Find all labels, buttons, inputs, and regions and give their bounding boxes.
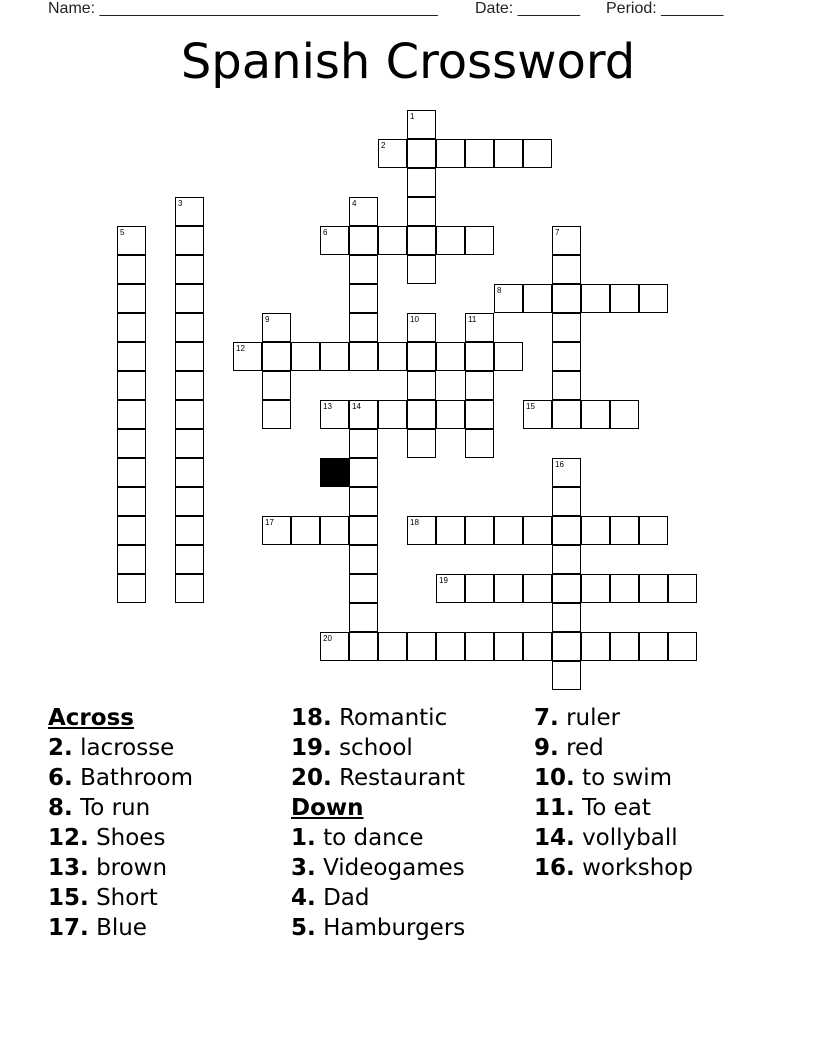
answer-cell[interactable] bbox=[291, 516, 320, 545]
clues-column-2 bbox=[291, 703, 465, 943]
page-title: Spanish Crossword bbox=[180, 34, 636, 90]
clue-text: school bbox=[339, 735, 413, 761]
answer-cell[interactable] bbox=[378, 400, 407, 429]
answer-cell[interactable] bbox=[465, 371, 494, 400]
answer-cell[interactable] bbox=[610, 516, 639, 545]
clue-number: 11. bbox=[534, 795, 575, 821]
answer-cell[interactable] bbox=[117, 487, 146, 516]
down-clue bbox=[291, 823, 465, 853]
answer-cell[interactable] bbox=[668, 632, 697, 661]
answer-cell[interactable] bbox=[349, 255, 378, 284]
period-field-label: Period: _______ bbox=[606, 0, 724, 17]
answer-cell[interactable] bbox=[436, 139, 465, 168]
across-heading: Across bbox=[48, 705, 134, 731]
name-field-label: Name: ______________________________________ bbox=[48, 0, 438, 17]
answer-cell[interactable] bbox=[465, 574, 494, 603]
answer-cell[interactable] bbox=[175, 487, 204, 516]
answer-cell[interactable] bbox=[349, 458, 378, 487]
clue-number: 17. bbox=[48, 915, 89, 941]
answer-cell[interactable] bbox=[465, 342, 494, 371]
answer-cell[interactable] bbox=[436, 632, 465, 661]
answer-cell[interactable] bbox=[639, 574, 668, 603]
answer-cell[interactable] bbox=[552, 516, 581, 545]
answer-cell[interactable] bbox=[494, 632, 523, 661]
answer-cell[interactable] bbox=[378, 632, 407, 661]
answer-cell[interactable] bbox=[175, 284, 204, 313]
answer-cell[interactable] bbox=[610, 632, 639, 661]
clue-number-label: 4 bbox=[352, 199, 357, 208]
answer-cell[interactable] bbox=[465, 516, 494, 545]
clue-text: Hamburgers bbox=[323, 915, 466, 941]
across-clue bbox=[291, 703, 465, 733]
clue-number-label: 19 bbox=[439, 576, 448, 585]
answer-cell[interactable] bbox=[494, 139, 523, 168]
clue-text: to dance bbox=[323, 825, 424, 851]
answer-cell[interactable] bbox=[494, 342, 523, 371]
answer-cell[interactable] bbox=[465, 139, 494, 168]
across-clue bbox=[48, 853, 193, 883]
black-cell bbox=[320, 458, 349, 487]
answer-cell[interactable] bbox=[552, 632, 581, 661]
answer-cell[interactable] bbox=[523, 139, 552, 168]
clue-number: 4. bbox=[291, 885, 316, 911]
clue-number: 8. bbox=[48, 795, 73, 821]
across-clue bbox=[48, 823, 193, 853]
clue-number: 15. bbox=[48, 885, 89, 911]
answer-cell[interactable] bbox=[407, 632, 436, 661]
across-clue bbox=[291, 763, 465, 793]
answer-cell[interactable] bbox=[523, 632, 552, 661]
answer-cell[interactable] bbox=[175, 574, 204, 603]
clue-number-label: 6 bbox=[323, 228, 328, 237]
answer-cell[interactable] bbox=[320, 516, 349, 545]
clue-number-label: 7 bbox=[555, 228, 560, 237]
answer-cell[interactable] bbox=[494, 574, 523, 603]
down-clue bbox=[291, 913, 465, 943]
answer-cell[interactable] bbox=[349, 429, 378, 458]
clue-number-label: 15 bbox=[526, 402, 535, 411]
clue-number-label: 12 bbox=[236, 344, 245, 353]
answer-cell[interactable] bbox=[436, 400, 465, 429]
clue-number-label: 8 bbox=[497, 286, 502, 295]
clue-text: To run bbox=[80, 795, 151, 821]
answer-cell[interactable] bbox=[349, 516, 378, 545]
answer-cell[interactable] bbox=[291, 342, 320, 371]
answer-cell[interactable] bbox=[436, 516, 465, 545]
clue-text: to swim bbox=[582, 765, 673, 791]
down-clue bbox=[534, 733, 693, 763]
clue-number-label: 17 bbox=[265, 518, 274, 527]
answer-cell[interactable] bbox=[349, 226, 378, 255]
clue-number: 6. bbox=[48, 765, 73, 791]
answer-cell[interactable] bbox=[117, 545, 146, 574]
answer-cell[interactable] bbox=[175, 545, 204, 574]
clue-text: ruler bbox=[566, 705, 621, 731]
date-field-label: Date: _______ bbox=[475, 0, 580, 17]
answer-cell[interactable] bbox=[494, 516, 523, 545]
down-clue bbox=[291, 853, 465, 883]
answer-cell[interactable] bbox=[349, 574, 378, 603]
clues-column-1 bbox=[48, 703, 193, 943]
answer-cell[interactable] bbox=[407, 139, 436, 168]
answer-cell[interactable] bbox=[117, 429, 146, 458]
clue-text: Blue bbox=[96, 915, 147, 941]
answer-cell[interactable] bbox=[117, 313, 146, 342]
clue-number-label: 20 bbox=[323, 634, 332, 643]
answer-cell[interactable] bbox=[523, 516, 552, 545]
answer-cell[interactable] bbox=[465, 632, 494, 661]
down-clue bbox=[534, 853, 693, 883]
answer-cell[interactable] bbox=[552, 545, 581, 574]
down-clue bbox=[534, 793, 693, 823]
answer-cell[interactable] bbox=[668, 574, 697, 603]
answer-cell[interactable] bbox=[117, 342, 146, 371]
answer-cell[interactable] bbox=[349, 487, 378, 516]
answer-cell[interactable] bbox=[552, 255, 581, 284]
clue-number: 19. bbox=[291, 735, 332, 761]
answer-cell[interactable] bbox=[349, 342, 378, 371]
across-clue bbox=[48, 763, 193, 793]
answer-cell[interactable] bbox=[407, 371, 436, 400]
answer-cell[interactable] bbox=[610, 284, 639, 313]
answer-cell[interactable] bbox=[436, 226, 465, 255]
answer-cell[interactable] bbox=[581, 574, 610, 603]
clue-number: 16. bbox=[534, 855, 575, 881]
answer-cell[interactable] bbox=[407, 168, 436, 197]
clue-number-label: 1 bbox=[410, 112, 415, 121]
clue-number-label: 10 bbox=[410, 315, 419, 324]
answer-cell[interactable] bbox=[349, 284, 378, 313]
clue-number: 7. bbox=[534, 705, 559, 731]
answer-cell[interactable] bbox=[552, 284, 581, 313]
answer-cell[interactable] bbox=[523, 574, 552, 603]
answer-cell[interactable] bbox=[262, 371, 291, 400]
answer-cell[interactable] bbox=[349, 603, 378, 632]
answer-cell[interactable] bbox=[175, 458, 204, 487]
down-clue bbox=[534, 703, 693, 733]
clue-number: 14. bbox=[534, 825, 575, 851]
down-clue bbox=[291, 883, 465, 913]
across-clue bbox=[48, 883, 193, 913]
clue-number-label: 9 bbox=[265, 315, 270, 324]
answer-cell[interactable] bbox=[552, 400, 581, 429]
answer-cell[interactable] bbox=[581, 284, 610, 313]
clue-number: 13. bbox=[48, 855, 89, 881]
clue-number: 3. bbox=[291, 855, 316, 881]
answer-cell[interactable] bbox=[262, 400, 291, 429]
answer-cell[interactable] bbox=[175, 226, 204, 255]
clue-text: brown bbox=[96, 855, 168, 881]
answer-cell[interactable] bbox=[117, 574, 146, 603]
clue-text: Short bbox=[96, 885, 158, 911]
clue-number: 12. bbox=[48, 825, 89, 851]
answer-cell[interactable] bbox=[117, 255, 146, 284]
down-clue bbox=[534, 823, 693, 853]
answer-cell[interactable] bbox=[175, 429, 204, 458]
answer-cell[interactable] bbox=[552, 574, 581, 603]
answer-cell[interactable] bbox=[639, 632, 668, 661]
clue-number: 9. bbox=[534, 735, 559, 761]
clue-number: 2. bbox=[48, 735, 73, 761]
answer-cell[interactable] bbox=[407, 255, 436, 284]
answer-cell[interactable] bbox=[407, 226, 436, 255]
answer-cell[interactable] bbox=[407, 197, 436, 226]
clue-text: Restaurant bbox=[339, 765, 465, 791]
clue-number-label: 5 bbox=[120, 228, 125, 237]
down-heading: Down bbox=[291, 795, 364, 821]
answer-cell[interactable] bbox=[552, 313, 581, 342]
clue-text: workshop bbox=[582, 855, 693, 881]
clues-column-3 bbox=[534, 703, 693, 883]
down-clue bbox=[534, 763, 693, 793]
answer-cell[interactable] bbox=[349, 313, 378, 342]
clue-text: Bathroom bbox=[80, 765, 194, 791]
across-clue bbox=[291, 733, 465, 763]
answer-cell[interactable] bbox=[349, 632, 378, 661]
clue-number: 10. bbox=[534, 765, 575, 791]
answer-cell[interactable] bbox=[552, 487, 581, 516]
clue-number-label: 11 bbox=[468, 315, 477, 324]
answer-cell[interactable] bbox=[320, 342, 349, 371]
clue-number-label: 14 bbox=[352, 402, 361, 411]
clue-text: Shoes bbox=[96, 825, 166, 851]
answer-cell[interactable] bbox=[378, 342, 407, 371]
answer-cell[interactable] bbox=[552, 661, 581, 690]
answer-cell[interactable] bbox=[378, 226, 407, 255]
answer-cell[interactable] bbox=[175, 371, 204, 400]
answer-cell[interactable] bbox=[175, 342, 204, 371]
answer-cell[interactable] bbox=[581, 516, 610, 545]
answer-cell[interactable] bbox=[175, 516, 204, 545]
clue-text: Romantic bbox=[339, 705, 448, 731]
answer-cell[interactable] bbox=[117, 400, 146, 429]
answer-cell[interactable] bbox=[610, 574, 639, 603]
answer-cell[interactable] bbox=[465, 226, 494, 255]
clue-number: 1. bbox=[291, 825, 316, 851]
answer-cell[interactable] bbox=[117, 284, 146, 313]
answer-cell[interactable] bbox=[639, 516, 668, 545]
answer-cell[interactable] bbox=[117, 458, 146, 487]
clue-text: lacrosse bbox=[80, 735, 175, 761]
across-clue bbox=[48, 913, 193, 943]
clue-number: 5. bbox=[291, 915, 316, 941]
clue-number-label: 3 bbox=[178, 199, 183, 208]
clue-number-label: 13 bbox=[323, 402, 332, 411]
clue-text: To eat bbox=[582, 795, 651, 821]
clue-number-label: 16 bbox=[555, 460, 564, 469]
answer-cell[interactable] bbox=[262, 342, 291, 371]
answer-cell[interactable] bbox=[465, 429, 494, 458]
answer-cell[interactable] bbox=[639, 284, 668, 313]
answer-cell[interactable] bbox=[117, 371, 146, 400]
clue-number-label: 18 bbox=[410, 518, 419, 527]
clue-text: Dad bbox=[323, 885, 370, 911]
clue-text: Videogames bbox=[323, 855, 465, 881]
answer-cell[interactable] bbox=[349, 545, 378, 574]
answer-cell[interactable] bbox=[581, 400, 610, 429]
answer-cell[interactable] bbox=[436, 342, 465, 371]
answer-cell[interactable] bbox=[552, 342, 581, 371]
answer-cell[interactable] bbox=[407, 429, 436, 458]
answer-cell[interactable] bbox=[407, 342, 436, 371]
answer-cell[interactable] bbox=[175, 313, 204, 342]
answer-cell[interactable] bbox=[175, 400, 204, 429]
answer-cell[interactable] bbox=[523, 284, 552, 313]
answer-cell[interactable] bbox=[552, 603, 581, 632]
answer-cell[interactable] bbox=[552, 371, 581, 400]
answer-cell[interactable] bbox=[117, 516, 146, 545]
across-clue bbox=[48, 793, 193, 823]
answer-cell[interactable] bbox=[407, 400, 436, 429]
answer-cell[interactable] bbox=[610, 400, 639, 429]
answer-cell[interactable] bbox=[175, 255, 204, 284]
clue-text: red bbox=[566, 735, 604, 761]
answer-cell[interactable] bbox=[465, 400, 494, 429]
answer-cell[interactable] bbox=[581, 632, 610, 661]
clue-number-label: 2 bbox=[381, 141, 386, 150]
clue-text: vollyball bbox=[582, 825, 678, 851]
clue-number: 20. bbox=[291, 765, 332, 791]
clue-number: 18. bbox=[291, 705, 332, 731]
across-clue bbox=[48, 733, 193, 763]
